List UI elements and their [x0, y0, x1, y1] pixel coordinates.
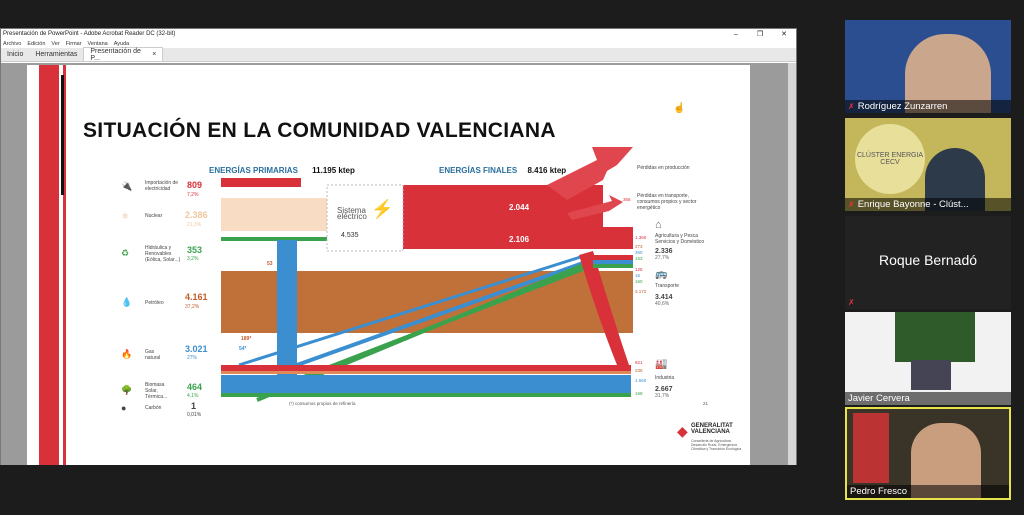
slide-page: [27, 65, 750, 465]
oil-drop-icon: 💧: [121, 297, 133, 307]
source-nuclear-value: 2.386: [185, 210, 208, 220]
loss-production-label: Pérdidas en producción: [637, 165, 690, 171]
sector-industria-value: 2.667: [655, 386, 673, 393]
tab-document-label: Presentación de P...: [90, 47, 141, 62]
cluster-logo: CLÚSTER ENERGIA CECV: [855, 124, 925, 194]
electric-2106: 2.106: [509, 235, 530, 244]
participant-name-bar: [845, 100, 1011, 113]
source-carbon-value: 1: [191, 401, 197, 411]
source-hidraulica-label: Hidráulica y Renovables (Eólica, Solar...): [145, 245, 181, 263]
electric-2044: 2.044: [509, 203, 530, 212]
factory-icon: 🏭: [655, 359, 668, 370]
coal-icon: ●: [121, 403, 127, 413]
mic-muted-icon: ✗: [848, 200, 855, 209]
title-bar: [1, 29, 796, 39]
source-importacion-label: Importación de electricidad: [145, 180, 179, 192]
flow-industria-red: [221, 365, 631, 371]
atom-icon: ⚛: [121, 211, 130, 221]
pylon-icon: ⚡: [371, 199, 394, 219]
menu-ver[interactable]: Ver: [51, 40, 60, 47]
sistema-label: Sistema eléctrico: [337, 206, 367, 221]
sector-industria-pct: 31,7%: [655, 393, 670, 399]
participant-tile-1[interactable]: [845, 20, 1011, 113]
participant-name-center: Roque Bernadó: [878, 252, 978, 268]
flow-transporte-green: [593, 264, 633, 268]
flow-industria-orange: [221, 371, 631, 374]
flow-transporte-blue: [593, 260, 633, 264]
source-importacion-pct: 7,2%: [187, 192, 199, 198]
gas-flame-icon: 🔥: [121, 349, 133, 359]
participant-tile-2[interactable]: [845, 118, 1011, 211]
sector-agricultura-label: Agricultura y Pesca Servicios y Doméstico: [655, 233, 705, 245]
flags: [853, 413, 889, 483]
logo-subtext: Conselleria de Agricultura, Desarrollo Rural, Emergencia Climática y Transición Ecológica: [691, 439, 742, 451]
participant-name: Pedro Fresco: [850, 486, 908, 497]
minimize-icon[interactable]: –: [734, 30, 738, 38]
participant-tile-3[interactable]: [845, 216, 1011, 309]
mic-muted-icon: ✗: [848, 298, 855, 307]
source-gas-label: Gas natural: [145, 349, 161, 361]
document-viewer[interactable]: [1, 63, 796, 465]
tab-herramientas[interactable]: Herramientas: [35, 50, 78, 58]
tab-inicio[interactable]: Inicio: [7, 50, 24, 58]
participant-name: Rodríguez Zunzarren: [857, 101, 948, 112]
small-val-11: 1.660: [635, 378, 647, 383]
source-carbon-label: Carbón: [145, 405, 162, 411]
participant-name-bar: [845, 392, 1011, 405]
flow-industria-blue: [221, 375, 631, 393]
mic-muted-icon: ✗: [848, 102, 855, 111]
primary-value: 11.195 ktep: [312, 166, 355, 175]
maximize-icon[interactable]: ❐: [756, 31, 764, 38]
source-biomasa-label: Biomasa Solar, Térmica...: [145, 382, 168, 400]
source-petroleo-pct: 37,2%: [185, 304, 200, 310]
small-val-8: 3.172: [635, 289, 647, 294]
small-val-2: 273: [635, 244, 643, 249]
menu-ventana[interactable]: Ventana: [87, 40, 108, 47]
tab-document[interactable]: [83, 47, 163, 61]
slide-title: SITUACIÓN EN LA COMUNIDAD VALENCIANA: [83, 119, 556, 142]
menu-ayuda[interactable]: Ayuda: [113, 40, 130, 47]
recycle-icon: ♻: [121, 248, 130, 258]
sector-transporte-label: Transporte: [655, 283, 679, 289]
source-nuclear-pct: 21,3%: [187, 222, 202, 228]
participant-name: Enrique Bayonne - Clúst...: [857, 199, 969, 210]
flow-934: 934: [307, 242, 319, 249]
sector-transporte-value: 3.414: [655, 294, 673, 301]
sector-industria-label: Industria: [655, 375, 675, 381]
menu-edicion[interactable]: Edición: [27, 40, 46, 47]
small-val-6: 16: [635, 273, 641, 278]
source-gas-value: 3.021: [185, 344, 208, 354]
source-gas-pct: 27%: [187, 355, 198, 361]
generalitat-logo-icon: ◆: [677, 423, 688, 439]
flow-54: 54*: [239, 346, 247, 352]
participant-tile-5-active[interactable]: [845, 407, 1011, 500]
small-val-5: 125: [635, 267, 643, 272]
small-val-3: 360: [635, 250, 643, 255]
source-carbon-pct: 0,01%: [187, 412, 202, 418]
source-petroleo-value: 4.161: [185, 292, 208, 302]
logo-text: GENERALITAT VALENCIANA: [691, 423, 733, 435]
loss-transport-value: 365: [623, 197, 631, 202]
source-biomasa-value: 464: [187, 382, 203, 392]
footnote: (*) consumos propios de refinería: [289, 401, 356, 406]
close-icon[interactable]: ✕: [781, 31, 787, 38]
sistema-value: 4.535: [341, 232, 359, 239]
participant-name: Javier Cervera: [848, 393, 910, 404]
window-title: Presentación de PowerPoint - Adobe Acrobat Reader DC (32-bit): [3, 31, 176, 37]
loss-transport-label: Pérdidas en transporte, consumos propios y sector energético: [637, 193, 697, 211]
source-hidraulica-pct: 3,2%: [187, 256, 199, 262]
primary-label: ENERGÍAS PRIMARIAS: [209, 166, 298, 175]
final-label: ENERGÍAS FINALES: [439, 166, 518, 175]
final-value: 8.416 ktep: [527, 166, 567, 175]
acrobat-window: [0, 28, 797, 465]
source-petroleo-label: Petróleo: [145, 300, 164, 306]
source-importacion-value: 809: [187, 180, 203, 190]
flow-189: 189*: [241, 336, 252, 342]
house-icon: ⌂: [655, 219, 662, 231]
genia-logo-wall: [895, 312, 975, 362]
biomass-tree-icon: 🌳: [121, 385, 133, 395]
small-val-9: 621: [635, 360, 643, 365]
source-nuclear-label: Nuclear: [145, 213, 163, 219]
sector-agricultura-pct: 27,7%: [655, 255, 670, 261]
flow-transporte-red: [593, 255, 633, 260]
tab-close-icon[interactable]: ×: [152, 51, 157, 58]
participant-tile-4[interactable]: [845, 312, 1011, 405]
small-val-7: 160: [635, 279, 643, 284]
menu-archivo[interactable]: Archivo: [3, 40, 22, 47]
sankey-diagram: [27, 65, 750, 465]
participant-name-bar: [847, 485, 1009, 498]
small-val-4: 153: [635, 256, 643, 261]
source-hidraulica-value: 353: [187, 245, 203, 255]
page-number: 21: [703, 401, 709, 406]
small-val-10: 235: [635, 368, 643, 373]
flow-industria-green: [221, 393, 631, 397]
laptop: [911, 360, 951, 390]
bus-icon: 🚌: [655, 269, 668, 280]
sector-agricultura-value: 2.336: [655, 248, 673, 255]
flow-importacion: [221, 178, 301, 187]
small-val-12: 168: [635, 391, 643, 396]
vertical-scrollbar[interactable]: [788, 63, 796, 465]
flow-53: 53: [267, 261, 273, 267]
hand-cursor-icon: ☝: [673, 103, 686, 114]
source-biomasa-pct: 4,1%: [187, 393, 199, 399]
participant-name-bar: [845, 198, 1011, 211]
sector-transporte-pct: 40,6%: [655, 301, 670, 307]
tab-bar: [1, 48, 796, 62]
flow-nuclear: [221, 198, 329, 231]
menu-firmar[interactable]: Firmar: [65, 40, 82, 47]
plug-icon: 🔌: [121, 181, 133, 191]
small-val-1: 1.360: [635, 235, 647, 240]
